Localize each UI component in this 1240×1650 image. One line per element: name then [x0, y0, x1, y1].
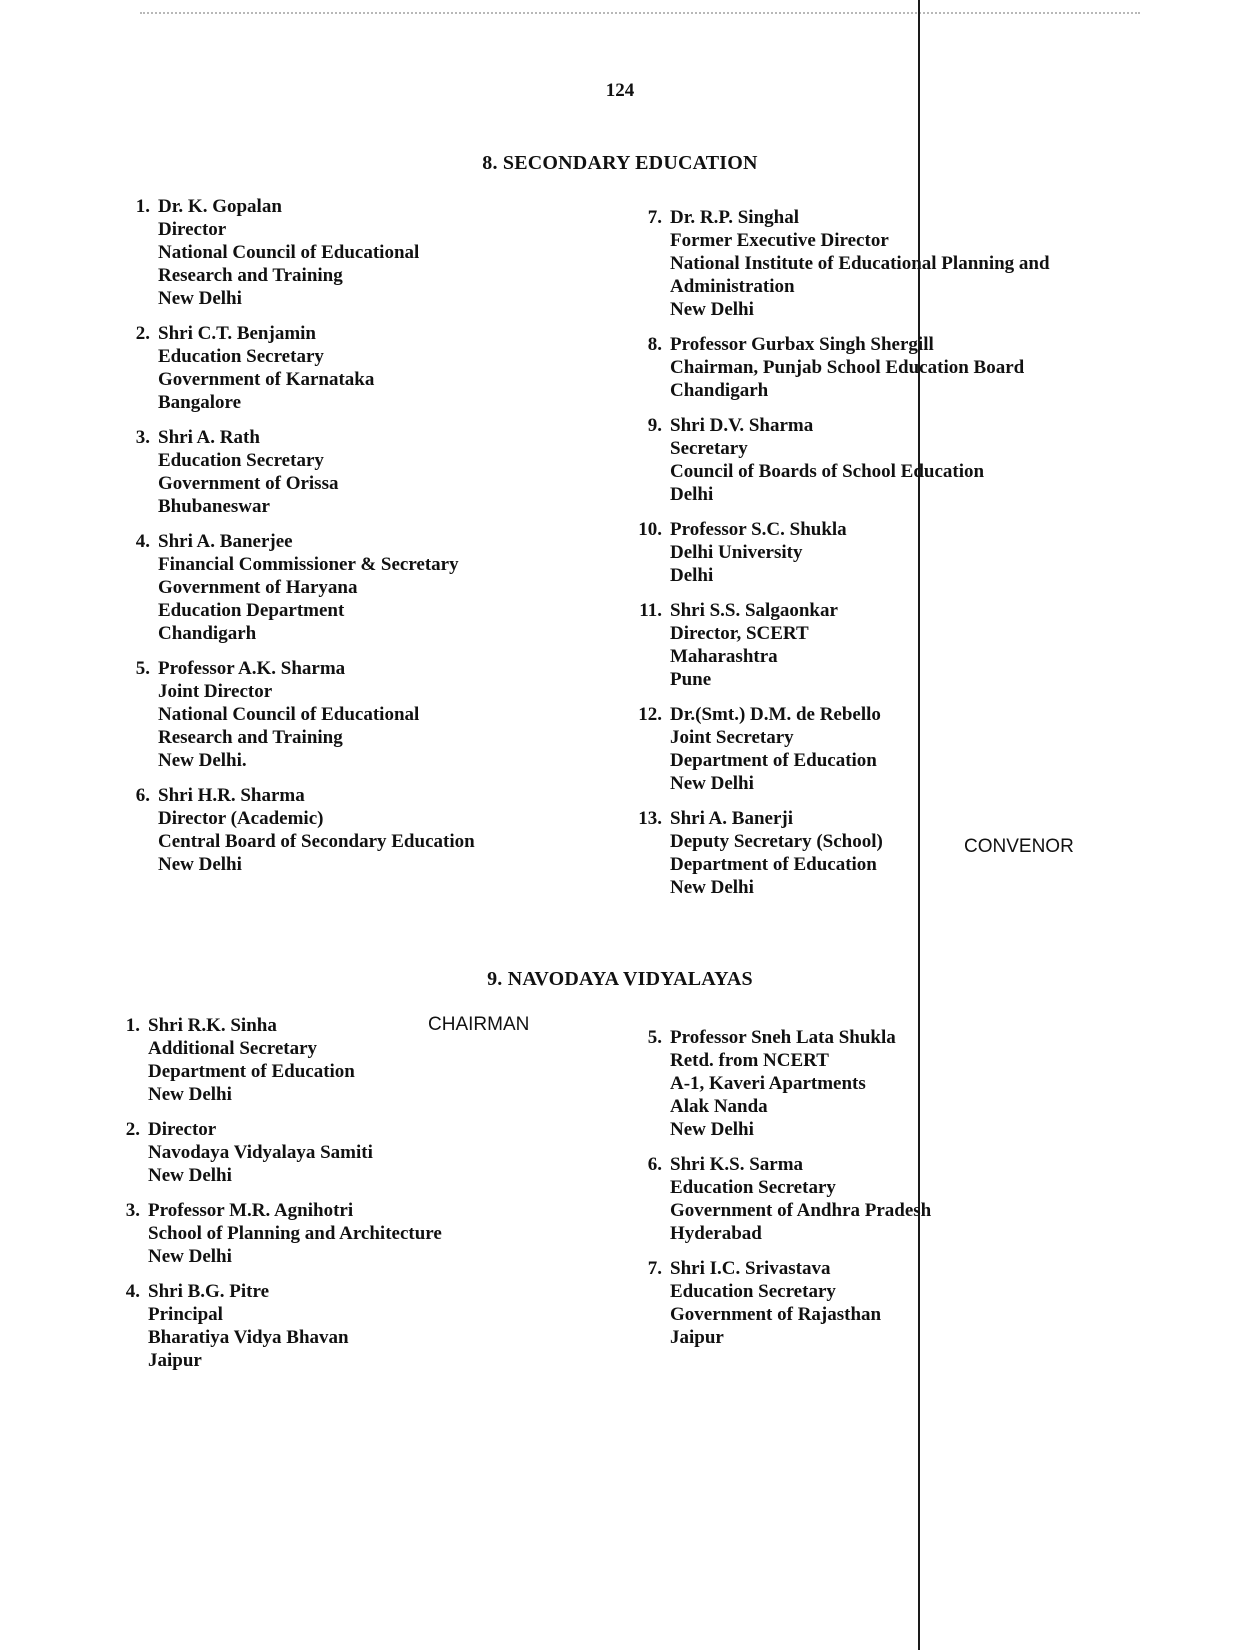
member-entry — [630, 333, 1130, 402]
member-line: Additional Secretary — [148, 1038, 318, 1059]
member-line: Government of Orissa — [158, 473, 339, 494]
member-line: New Delhi — [158, 854, 242, 875]
member-line: Research and Training — [158, 265, 343, 286]
member-name: Shri R.K. Sinha — [148, 1015, 277, 1036]
role-label-chairman: CHAIRMAN — [428, 1014, 530, 1035]
entry-number: 3. — [125, 1200, 140, 1221]
member-name: Dr.(Smt.) D.M. de Rebello — [670, 704, 881, 725]
member-line: New Delhi — [670, 299, 754, 320]
member-line: Retd. from NCERT — [670, 1050, 829, 1071]
member-line: Financial Commissioner & Secretary — [158, 554, 459, 575]
member-line: Navodaya Vidyalaya Samiti — [148, 1142, 373, 1163]
member-line: Chandigarh — [158, 623, 257, 644]
member-name: Shri D.V. Sharma — [670, 415, 814, 436]
member-entry — [630, 599, 1130, 691]
member-line: Department of Education — [670, 854, 877, 875]
member-line: New Delhi — [148, 1246, 232, 1267]
member-entry — [630, 518, 1130, 587]
entry-number: 9. — [647, 415, 662, 436]
member-name: Shri C.T. Benjamin — [158, 323, 317, 344]
member-entry — [118, 784, 538, 876]
member-entry — [118, 322, 538, 414]
section-9-right-column — [630, 1026, 930, 1349]
scan-artifact-top — [140, 12, 1140, 16]
member-line: Director, SCERT — [670, 623, 809, 644]
member-line: School of Planning and Architecture — [148, 1223, 442, 1244]
member-line: National Council of Educational — [158, 704, 420, 725]
member-line: Bangalore — [158, 392, 242, 413]
entry-number: 7. — [647, 207, 662, 228]
member-line: New Delhi — [148, 1165, 232, 1186]
member-line: Secretary — [670, 438, 748, 459]
member-line: Jaipur — [670, 1327, 724, 1348]
entry-number: 5. — [647, 1027, 662, 1048]
entry-number: 1. — [125, 1015, 140, 1036]
member-entry — [108, 1118, 548, 1187]
member-entry — [118, 195, 538, 310]
member-name: Professor Gurbax Singh Shergill — [670, 334, 934, 355]
member-name: Shri A. Rath — [158, 427, 260, 448]
member-line: Government of Andhra Pradesh — [670, 1200, 932, 1221]
entry-number: 7. — [647, 1258, 662, 1279]
member-entry — [118, 657, 538, 772]
member-line: Education Secretary — [158, 346, 324, 367]
member-line: Hyderabad — [670, 1223, 762, 1244]
role-label-convenor: CONVENOR — [964, 836, 1074, 857]
entry-number: 13. — [638, 808, 662, 829]
section-title-secondary-education: 8. SECONDARY EDUCATION — [482, 152, 758, 174]
entry-number: 5. — [135, 658, 150, 679]
member-line: Education Secretary — [670, 1177, 836, 1198]
member-line: Delhi — [670, 565, 714, 586]
member-line: Alak Nanda — [670, 1096, 768, 1117]
member-name: Director — [148, 1119, 217, 1140]
member-line: Bharatiya Vidya Bhavan — [148, 1327, 349, 1348]
member-line: Education Secretary — [670, 1281, 836, 1302]
member-line: New Delhi — [670, 773, 754, 794]
member-name: Dr. K. Gopalan — [158, 196, 282, 217]
member-name: Professor Sneh Lata Shukla — [670, 1027, 896, 1048]
member-line: Research and Training — [158, 727, 343, 748]
member-entry — [630, 414, 1130, 506]
member-line: Administration — [670, 276, 795, 297]
member-line: Education Secretary — [158, 450, 324, 471]
member-line: Maharashtra — [670, 646, 778, 667]
member-line: Joint Director — [158, 681, 273, 702]
section-title-navodaya-vidyalayas: 9. NAVODAYA VIDYALAYAS — [487, 968, 753, 990]
entry-number: 11. — [639, 600, 662, 621]
entry-number: 12. — [638, 704, 662, 725]
member-name: Shri A. Banerjee — [158, 531, 293, 552]
section-8-left-column — [118, 195, 538, 876]
member-line: Chairman, Punjab School Education Board — [670, 357, 1025, 378]
member-name: Shri B.G. Pitre — [148, 1281, 270, 1302]
member-entry — [630, 703, 1130, 795]
member-name: Shri I.C. Srivastava — [670, 1258, 831, 1279]
entry-number: 2. — [135, 323, 150, 344]
entry-number: 3. — [135, 427, 150, 448]
member-line: Director — [158, 219, 227, 240]
member-line: Deputy Secretary (School) — [670, 831, 883, 852]
member-line: New Delhi — [148, 1084, 232, 1105]
member-entry — [630, 1026, 930, 1141]
member-line: Delhi — [670, 484, 714, 505]
member-line: New Delhi — [158, 288, 242, 309]
page-number: 124 — [605, 80, 635, 101]
section-8-right-column — [630, 206, 1130, 899]
member-line: Department of Education — [670, 750, 877, 771]
member-line: New Delhi. — [158, 750, 247, 771]
member-line: Central Board of Secondary Education — [158, 831, 475, 852]
member-line: New Delhi — [670, 877, 754, 898]
entry-number: 1. — [135, 196, 150, 217]
member-line: New Delhi — [670, 1119, 754, 1140]
member-entry — [108, 1199, 548, 1268]
section-9-left-column — [108, 1014, 548, 1372]
member-line: Pune — [670, 669, 712, 690]
member-line: Principal — [148, 1304, 223, 1325]
member-line: Bhubaneswar — [158, 496, 270, 517]
member-name: Professor M.R. Agnihotri — [148, 1200, 354, 1221]
member-line: National Council of Educational — [158, 242, 420, 263]
entry-number: 4. — [135, 531, 150, 552]
member-name: Shri K.S. Sarma — [670, 1154, 804, 1175]
member-line: Jaipur — [148, 1350, 202, 1371]
entry-number: 6. — [647, 1154, 662, 1175]
entry-number: 2. — [125, 1119, 140, 1140]
member-line: Council of Boards of School Education — [670, 461, 985, 482]
member-name: Shri A. Banerji — [670, 808, 793, 829]
member-line: Government of Haryana — [158, 577, 358, 598]
member-name: Shri S.S. Salgaonkar — [670, 600, 838, 621]
entry-number: 4. — [125, 1281, 140, 1302]
member-line: Government of Rajasthan — [670, 1304, 882, 1325]
entry-number: 8. — [647, 334, 662, 355]
member-line: A-1, Kaveri Apartments — [670, 1073, 866, 1094]
member-line: National Institute of Educational Planning and — [670, 253, 1050, 274]
member-entry — [630, 206, 1130, 321]
member-name: Dr. R.P. Singhal — [670, 207, 800, 228]
member-line: Delhi University — [670, 542, 803, 563]
member-name: Shri H.R. Sharma — [158, 785, 305, 806]
member-entry — [630, 1153, 930, 1245]
member-line: Chandigarh — [670, 380, 769, 401]
member-entry — [630, 1257, 930, 1349]
member-name: Professor S.C. Shukla — [670, 519, 847, 540]
member-entry — [118, 426, 538, 518]
member-line: Former Executive Director — [670, 230, 889, 251]
member-line: Department of Education — [148, 1061, 355, 1082]
entry-number: 6. — [135, 785, 150, 806]
member-entry — [118, 530, 538, 645]
member-entry — [108, 1280, 548, 1372]
member-line: Joint Secretary — [670, 727, 794, 748]
entry-number: 10. — [638, 519, 662, 540]
member-name: Professor A.K. Sharma — [158, 658, 346, 679]
member-line: Director (Academic) — [158, 808, 324, 829]
member-line: Government of Karnataka — [158, 369, 375, 390]
member-line: Education Department — [158, 600, 345, 621]
